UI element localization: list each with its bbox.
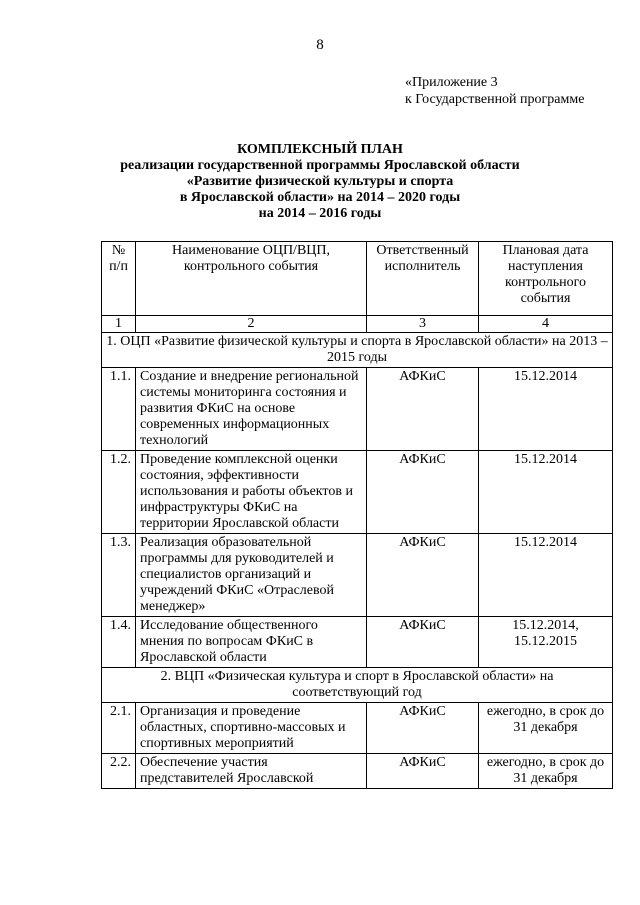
row-number: 2.1. bbox=[102, 703, 136, 754]
table-row bbox=[102, 451, 613, 534]
row-date: ежегодно, в срок до 31 декабря bbox=[479, 754, 613, 789]
table-row bbox=[102, 754, 613, 789]
title-line-3: «Развитие физической культуры и спорта bbox=[186, 174, 454, 189]
header-date: Плановая дата наступления контрольного события bbox=[479, 242, 613, 316]
row-number: 1.3. bbox=[102, 534, 136, 617]
column-number: 3 bbox=[367, 316, 479, 333]
table-row bbox=[102, 368, 613, 451]
table-row bbox=[102, 534, 613, 617]
appendix-note bbox=[405, 74, 584, 108]
table-header-row bbox=[102, 242, 613, 316]
row-name: Реализация образовательной программы для руководителей и специалистов организаций и учреждений ФКиС «Отраслевой менеджер» bbox=[136, 534, 367, 617]
appendix-line-2: к Государственной программе bbox=[405, 92, 585, 107]
plan-table bbox=[101, 241, 613, 789]
row-executor: АФКиС bbox=[367, 534, 479, 617]
row-executor: АФКиС bbox=[367, 617, 479, 668]
row-date: 15.12.2014 bbox=[479, 368, 613, 451]
row-number: 1.1. bbox=[102, 368, 136, 451]
row-executor: АФКиС bbox=[367, 754, 479, 789]
header-name: Наименование ОЦП/ВЦП, контрольного события bbox=[136, 242, 367, 316]
row-name: Обеспечение участия представителей Ярославской bbox=[136, 754, 367, 789]
title-line-5: на 2014 – 2016 годы bbox=[258, 206, 382, 221]
row-number: 1.4. bbox=[102, 617, 136, 668]
row-name: Организация и проведение областных, спортивно-массовых и спортивных мероприятий bbox=[136, 703, 367, 754]
section-title: 1. ОЦП «Развитие физической культуры и спорта в Ярославской области» на 2013 – 2015 годы bbox=[102, 333, 613, 368]
row-date: 15.12.2014, 15.12.2015 bbox=[479, 617, 613, 668]
title-line-4: в Ярославской области» на 2014 – 2020 годы bbox=[179, 190, 461, 205]
section-row bbox=[102, 668, 613, 703]
section-row bbox=[102, 333, 613, 368]
row-name: Создание и внедрение региональной системы мониторинга состояния и развития ФКиС на основе современных информационных технологий bbox=[136, 368, 367, 451]
header-no: № п/п bbox=[102, 242, 136, 316]
page-number: 8 bbox=[316, 37, 324, 53]
row-date: ежегодно, в срок до 31 декабря bbox=[479, 703, 613, 754]
header-executor: Ответственный исполнитель bbox=[367, 242, 479, 316]
table-row bbox=[102, 703, 613, 754]
row-date: 15.12.2014 bbox=[479, 451, 613, 534]
column-number: 1 bbox=[102, 316, 136, 333]
row-name: Проведение комплексной оценки состояния, эффективности использования и работы объектов и инфраструктуры ФКиС на территории Ярославской области bbox=[136, 451, 367, 534]
row-name: Исследование общественного мнения по вопросам ФКиС в Ярославской области bbox=[136, 617, 367, 668]
row-executor: АФКиС bbox=[367, 703, 479, 754]
row-number: 1.2. bbox=[102, 451, 136, 534]
title-line-1: КОМПЛЕКСНЫЙ ПЛАН bbox=[237, 142, 403, 157]
appendix-line-1: «Приложение 3 bbox=[405, 75, 498, 90]
table-row bbox=[102, 617, 613, 668]
column-number: 2 bbox=[136, 316, 367, 333]
title-line-2: реализации государственной программы Ярославской области bbox=[120, 158, 520, 173]
column-number: 4 bbox=[479, 316, 613, 333]
row-executor: АФКиС bbox=[367, 368, 479, 451]
column-number-row bbox=[102, 316, 613, 333]
document-title bbox=[0, 142, 640, 222]
section-title: 2. ВЦП «Физическая культура и спорт в Ярославской области» на соответствующий год bbox=[102, 668, 613, 703]
row-number: 2.2. bbox=[102, 754, 136, 789]
row-executor: АФКиС bbox=[367, 451, 479, 534]
row-date: 15.12.2014 bbox=[479, 534, 613, 617]
